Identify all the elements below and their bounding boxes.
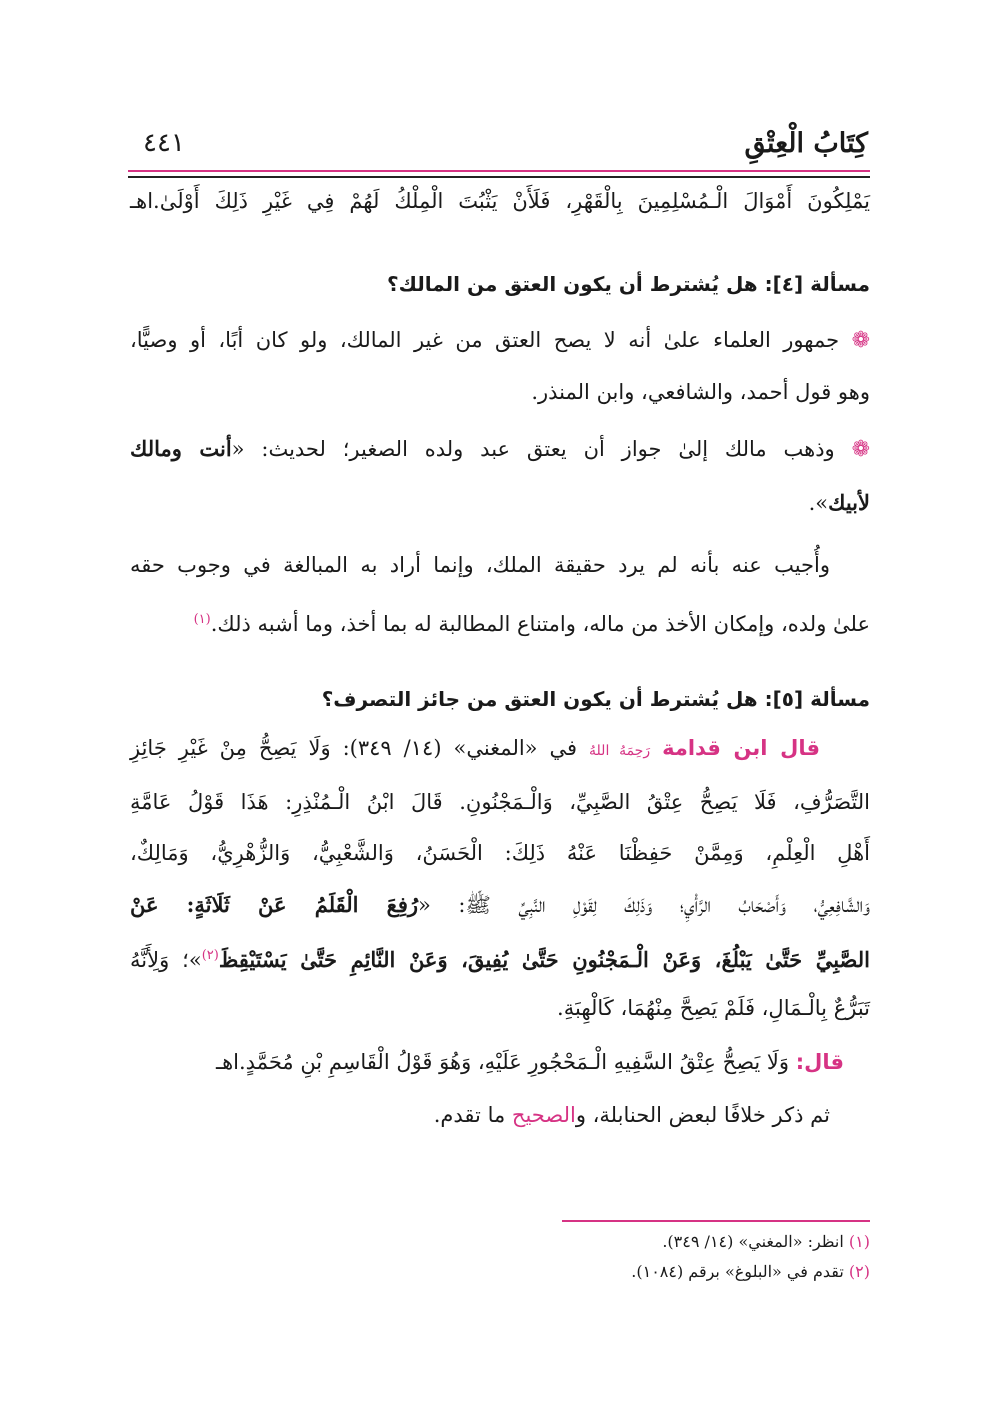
footnote-text: انظر: «المغني» (١٤/ ٣٤٩). <box>662 1232 844 1251</box>
flower-bullet-icon: ❁ <box>851 328 870 353</box>
quote-line-2: التَّصَرُّفِ، فَلَا يَصِحُّ عِتْقُ الصَّبِيِّ، وَالْـمَجْنُونِ. قَالَ ابْنُ الْـمُنْذِرِ: هَذَا قَوْلُ عَامَّةِ <box>130 790 870 814</box>
footnote-ref-2[interactable]: (٢) <box>201 948 219 963</box>
quote-line-7 <box>130 1047 870 1077</box>
correct-view-label: الصحيح <box>511 1103 576 1127</box>
footnote-number: (٢) <box>848 1262 870 1281</box>
issue-4-heading: مسألة [٤]: هل يُشترط أن يكون العتق من المالك؟ <box>387 272 870 296</box>
page-number: ٤٤١ <box>143 128 185 158</box>
paragraph-text: علىٰ ولده، وإمكان الأخذ من ماله، وامتناع المطالبة له بما أخذ، وما أشبه ذلك. <box>210 612 870 636</box>
footnote-text: تقدم في «البلوغ» برقم (١٠٨٤). <box>631 1262 844 1281</box>
hadith-text: الصَّبِيِّ حَتَّىٰ يَبْلُغَ، وَعَنْ الْـمَجْنُونِ حَتَّىٰ يُفِيقَ، وَعَنْ النَّائِمِ حَتَّىٰ يَسْتَيْقِظَ <box>218 947 871 972</box>
closing-line <box>130 1100 870 1130</box>
continuation-line: يَمْلِكُونَ أَمْوَالَ الْـمُسْلِمِينَ بِالْقَهْرِ، فَلَأَنْ يَثْبُتَ الْمِلْكُ لَهُمْ فِي غَيْرِ ذَلِكَ أَوْلَىٰ.اهـ <box>130 189 870 213</box>
quote-close: ». <box>808 491 829 515</box>
quote-line-4 <box>130 890 870 920</box>
quote-text: »؛ وَلِأَنَّهُ <box>130 948 202 972</box>
footnote-ref-1[interactable]: (١) <box>193 612 211 627</box>
hadith-text: رُفِعَ الْقَلَمُ عَنْ ثَلَاثَةٍ: عَنْ <box>130 892 419 917</box>
honorific: رَحِمَهُ اللهُ <box>589 743 651 759</box>
closing-text-end: ما تقدم. <box>433 1103 512 1127</box>
paragraph-majority-view <box>130 325 870 356</box>
quote-line-3: أَهْلِ الْعِلْمِ، وَمِمَّنْ حَفِظْنَا عَنْهُ ذَلِكَ: الْحَسَنُ، وَالشَّعْبِيُّ، وَالزُّهْرِيُّ، وَمَالِكٌ، <box>130 841 870 865</box>
paragraph-malik-view <box>130 434 870 465</box>
footnote-2 <box>631 1262 870 1281</box>
paragraph-text: وذهب مالك إلىٰ جواز أن يعتق عبد ولده الصغير؛ لحديث: « <box>231 437 835 461</box>
chapter-title: كِتَابُ الْعِتْقِ <box>744 128 868 159</box>
paragraph-text: جمهور العلماء علىٰ أنه لا يصح العتق من غير المالك، ولو كان أبًا، أو وصيًّا، <box>130 328 840 352</box>
paragraph-majority-view-cont: وهو قول أحمد، والشافعي، وابن المنذر. <box>531 380 870 404</box>
flower-bullet-icon: ❁ <box>851 437 870 462</box>
hadith-text: لأبيك <box>828 490 870 515</box>
footnote-rule <box>562 1220 870 1222</box>
footnote-number: (١) <box>848 1232 870 1251</box>
quote-text: وَلَا يَصِحُّ عِتْقُ السَّفِيهِ الْـمَحْجُورِ عَلَيْهِ، وَهُوَ قَوْلُ الْقَاسِمِ بْنِ مُحَمَّدٍ.اهـ <box>215 1050 790 1074</box>
speaker-label: قال: <box>795 1050 844 1074</box>
footnote-1 <box>662 1232 870 1251</box>
quote-line-1 <box>130 733 870 766</box>
quote-text: وَالشَّافِعِيُّ، وَأَصْحَابُ الرَّأْيِ؛ وَذَلِكَ لِقَوْلِ النَّبِيِّ ﷺ: « <box>418 893 870 917</box>
header-rule-pink <box>128 170 870 172</box>
quote-line-6: تَبَرُّعٌ بِالْـمَالِ، فَلَمْ يَصِحَّ مِنْهُمَا، كَالْهِبَةِ. <box>557 996 870 1020</box>
paragraph-response-cont <box>130 605 870 639</box>
paragraph-malik-view-cont <box>130 488 870 518</box>
quote-line-5 <box>130 941 870 975</box>
closing-text: ثم ذكر خلافًا لبعض الحنابلة، و <box>575 1103 830 1127</box>
quoted-author: قال ابن قدامة <box>662 736 820 760</box>
paragraph-response: وأُجيب عنه بأنه لم يرد حقيقة الملك، وإنما أراد به المبالغة في وجوب حقه <box>130 553 830 577</box>
hadith-text: أنت ومالك <box>130 436 232 461</box>
quote-text: في «المغني» (١٤/ ٣٤٩): وَلَا يَصِحُّ مِنْ غَيْرِ جَائِزِ <box>130 736 578 760</box>
issue-5-heading: مسألة [٥]: هل يُشترط أن يكون العتق من جائز التصرف؟ <box>321 687 870 711</box>
header-rule-black <box>128 176 870 178</box>
